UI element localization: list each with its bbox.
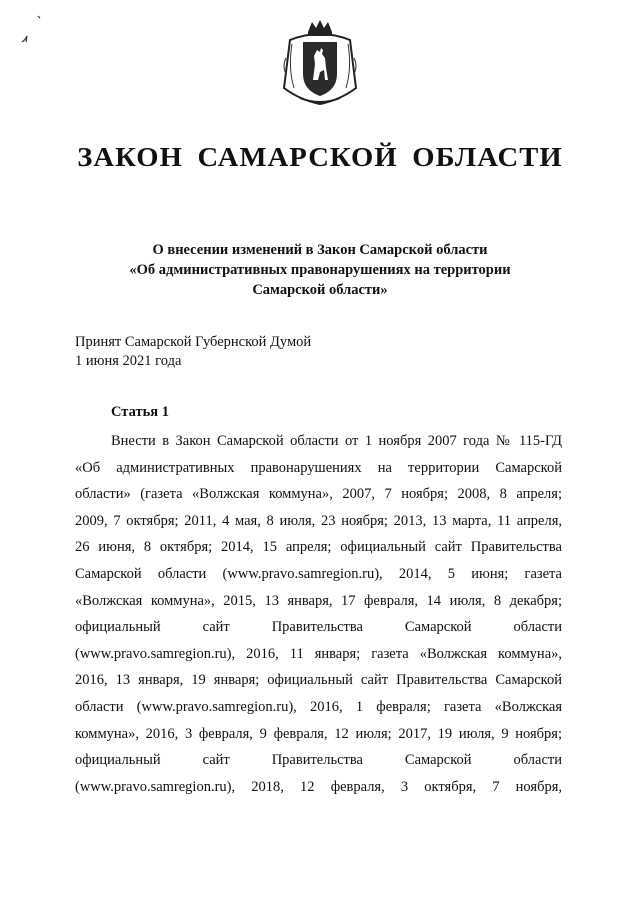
article-body <box>75 428 562 800</box>
subject-line: О внесении изменений в Закон Самарской области <box>152 242 488 258</box>
article-line: (www.pravo.samregion.ru), 2016, 11 января; газета «Волжская коммуна», <box>75 645 562 662</box>
article-line: Самарской области (www.pravo.samregion.ru), 2014, 5 июня; газета <box>75 565 562 582</box>
scan-mark-icon <box>20 12 50 52</box>
article-line: «Об административных правонарушениях на территории Самарской <box>75 459 562 476</box>
article-line: области (www.pravo.samregion.ru), 2016, 1 февраля; газета «Волжская <box>75 698 562 715</box>
article-line: коммуна», 2016, 3 февраля, 9 февраля, 12 июля; 2017, 19 июля, 9 ноября; <box>75 725 562 742</box>
adoption-body: Принят Самарской Губернской Думой <box>75 334 312 350</box>
adoption-date: 1 июня 2021 года <box>75 353 182 369</box>
article-heading: Статья 1 <box>111 404 169 420</box>
subject-line: «Об административных правонарушениях на территории <box>129 262 511 278</box>
article-line: 26 июня, 8 октября; 2014, 15 апреля; официальный сайт Правительства <box>75 539 562 556</box>
article-line: «Волжская коммуна», 2015, 13 января, 17 февраля, 14 июля, 8 декабря; <box>75 592 562 609</box>
adoption-info <box>75 333 311 371</box>
article-line: Внести в Закон Самарской области от 1 ноября 2007 года № 115-ГД <box>111 433 562 449</box>
article-line: 2009, 7 октября; 2011, 4 мая, 8 июля, 23 ноября; 2013, 13 марта, 11 апреля, <box>75 512 562 529</box>
samara-coat-of-arms-icon <box>270 18 370 108</box>
article-line: области» (газета «Волжская коммуна», 2007, 7 ноября; 2008, 8 апреля; <box>75 486 562 503</box>
article-line: (www.pravo.samregion.ru), 2018, 12 февраля, 3 октября, 7 ноября, <box>75 778 562 795</box>
law-title: ЗАКОН САМАРСКОЙ ОБЛАСТИ <box>77 142 563 172</box>
article-line: 2016, 13 января, 19 января; официальный сайт Правительства Самарской <box>75 672 562 689</box>
article-line: официальный сайт Правительства Самарской области <box>75 619 562 636</box>
subject-line: Самарской области» <box>252 282 388 298</box>
law-subject-title <box>60 240 580 300</box>
article-line: официальный сайт Правительства Самарской области <box>75 752 562 769</box>
